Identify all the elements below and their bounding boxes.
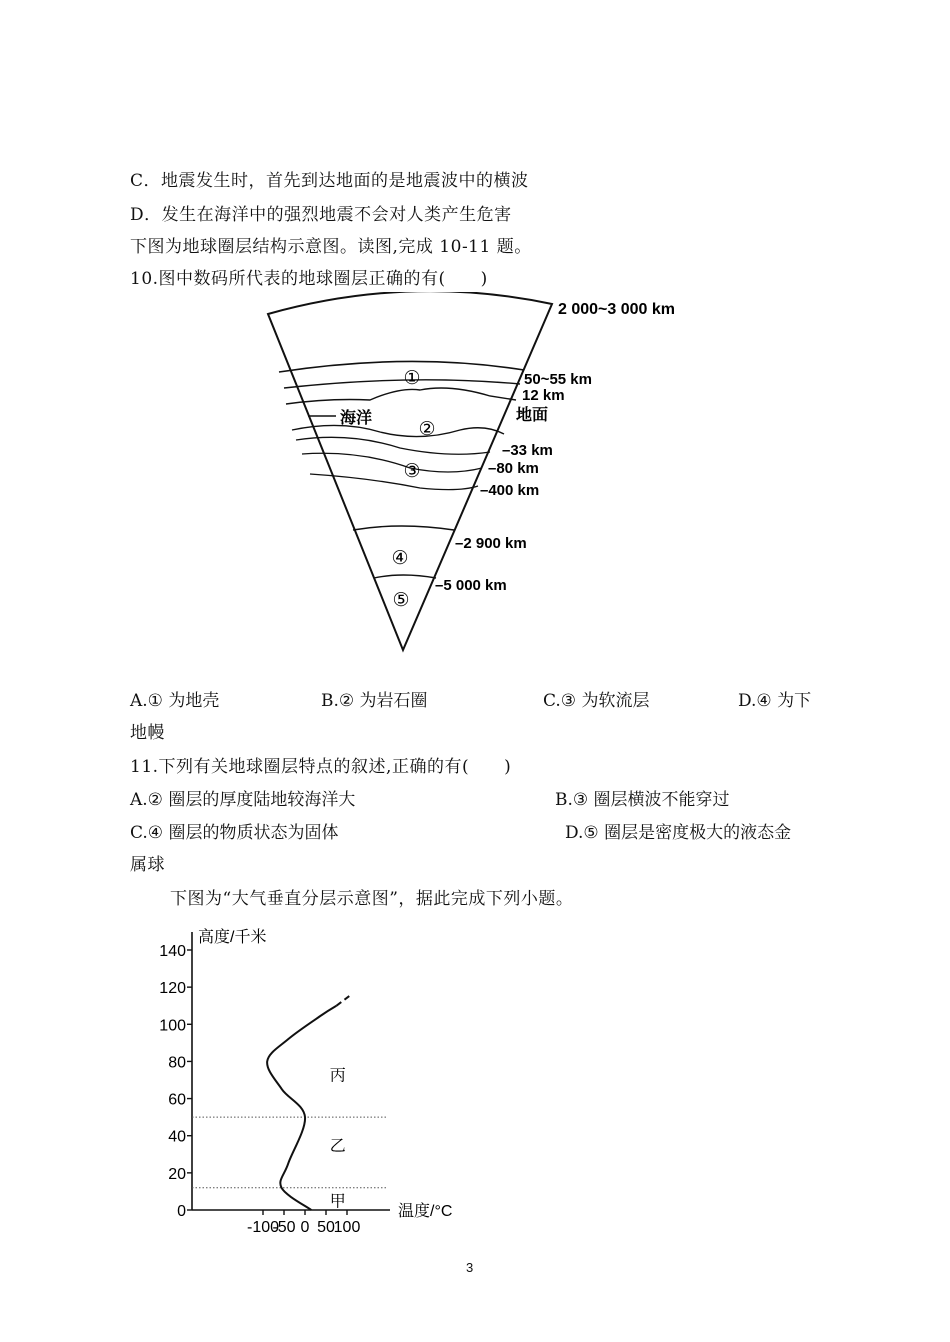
- label-12km: 12 km: [522, 387, 565, 404]
- label-33km: –33 km: [502, 442, 553, 459]
- label-2900km: –2 900 km: [455, 535, 527, 552]
- label-400km: –400 km: [480, 482, 540, 499]
- core-2900km: [353, 526, 454, 530]
- crust-bottom: [292, 425, 504, 436]
- layer-number-5: ⑤: [392, 590, 410, 611]
- q9-option-d: D．发生在海洋中的强烈地震不会对人类产生危害: [130, 205, 512, 225]
- y-tick-label: 40: [168, 1128, 186, 1146]
- label-5000km: –5 000 km: [435, 577, 507, 594]
- q10-option-d-cont: 地幔: [130, 723, 165, 743]
- lith-80km: [302, 453, 482, 472]
- layer-number-4: ④: [391, 548, 409, 569]
- layer-label-yi: 乙: [329, 1138, 346, 1155]
- chart-xlabel: 温度/°C: [398, 1203, 453, 1220]
- q11-option-a: A.② 圈层的厚度陆地较海洋大: [130, 790, 356, 810]
- layer-label-jia: 甲: [329, 1193, 346, 1211]
- y-tick-label: 60: [168, 1091, 186, 1109]
- q10-option-d: D.④ 为下: [738, 691, 812, 711]
- question-11: 11.下列有关地球圈层特点的叙述,正确的有( ): [130, 757, 512, 777]
- layer-label-bing: 丙: [329, 1067, 346, 1085]
- question-10: 10.图中数码所代表的地球圈层正确的有( ): [130, 269, 488, 289]
- x-tick-label: 50: [317, 1219, 335, 1236]
- label-80km: –80 km: [488, 460, 539, 477]
- q10-option-c: C.③ 为软流层: [543, 691, 650, 711]
- x-tick-label: -100: [246, 1219, 280, 1236]
- ocean-label: 海洋: [340, 410, 373, 427]
- q11-option-b: B.③ 圈层横波不能穿过: [555, 790, 730, 810]
- earth-layers-diagram: [250, 292, 730, 662]
- arc-12km: [284, 380, 520, 388]
- ocean-surface: [286, 388, 516, 404]
- inner-core-5000km: [374, 575, 436, 578]
- arc-50km: [279, 361, 524, 372]
- label-50-55km: 50~55 km: [524, 371, 592, 388]
- y-tick-label: 80: [168, 1054, 186, 1072]
- temperature-curve-extrapolated: [337, 995, 352, 1006]
- y-tick-label: 140: [159, 943, 186, 960]
- x-tick-label: 0: [300, 1219, 310, 1236]
- y-tick-label: 0: [177, 1203, 186, 1220]
- q11-option-d: D.⑤ 圈层是密度极大的液态金: [565, 823, 792, 843]
- section-intro-earth: 下图为地球圈层结构示意图。读图,完成 10-11 题。: [130, 237, 532, 257]
- atmosphere-chart: [150, 920, 480, 1240]
- label-2000-3000km: 2 000~3 000 km: [558, 301, 675, 318]
- chart-ylabel: 高度/千米: [198, 929, 267, 946]
- layer-number-1: ①: [403, 368, 421, 389]
- y-tick-label: 20: [168, 1165, 186, 1183]
- section-intro-atmosphere: 下图为“大气垂直分层示意图”，据此完成下列小题。: [170, 889, 574, 909]
- y-tick-label: 100: [159, 1017, 186, 1035]
- q11-option-c: C.④ 圈层的物质状态为固体: [130, 823, 339, 843]
- temperature-curve: [267, 1006, 336, 1210]
- layer-number-3: ③: [403, 461, 421, 482]
- x-tick-label: -50: [272, 1219, 296, 1236]
- page-number: 3: [466, 1260, 474, 1275]
- x-tick-label: 100: [333, 1219, 361, 1236]
- y-tick-label: 120: [159, 980, 186, 998]
- q9-option-c: C．地震发生时，首先到达地面的是地震波中的横波: [130, 171, 529, 191]
- layer-number-2: ②: [418, 419, 436, 440]
- q11-option-d-cont: 属球: [130, 855, 165, 875]
- moho-33km: [296, 437, 490, 454]
- q10-option-a: A.① 为地壳: [130, 691, 220, 711]
- label-surface: 地面: [516, 407, 549, 424]
- q10-option-b: B.② 为岩石圈: [321, 691, 428, 711]
